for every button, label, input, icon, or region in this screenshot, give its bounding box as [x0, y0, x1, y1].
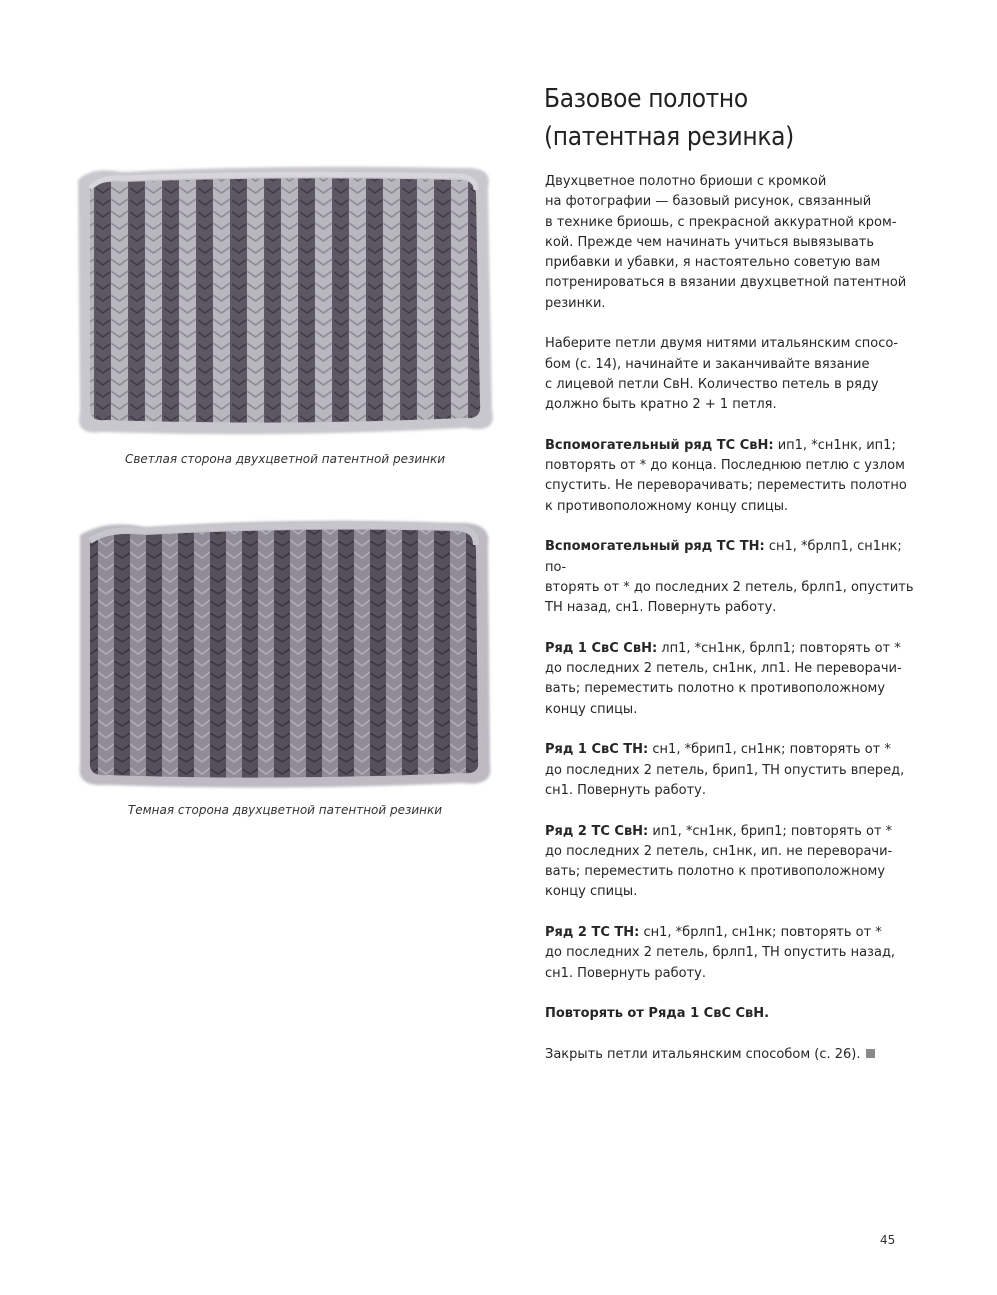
row1-svs-svn [545, 639, 917, 720]
text-line: ТН назад, сн1. Повернуть работу. [545, 600, 777, 616]
page-title [544, 80, 922, 156]
text-line: сн1, *брип1, сн1нк; повторять от * [648, 742, 891, 758]
row-label: Ряд 2 ТС СвН: [545, 823, 649, 839]
text-line: до последних 2 петель, сн1нк, лп1. Не переворачи- [545, 661, 902, 677]
dark-side-caption: Темная сторона двухцветной патентной резинки [127, 803, 443, 817]
text-line: Двухцветное полотно бриоши с кромкой [545, 174, 827, 189]
setup-row-ts-svn [545, 436, 917, 517]
text-line: вторять от * до последних 2 петель, брлп1, опустить [545, 579, 914, 595]
repeat-instruction [545, 1004, 917, 1024]
text-line: концу спицы. [545, 701, 638, 717]
page-number: 45 [880, 1233, 896, 1247]
text-line: сн1, *брлп1, сн1нк; по- [545, 539, 902, 575]
text-line: Закрыть петли итальянским способом (с. 26). [545, 1046, 861, 1062]
text-line: резинки. [545, 295, 606, 311]
text-line: в технике бриошь, с прекрасной аккуратной кром- [545, 214, 897, 230]
text-line: ип1, *сн1нк, брип1; повторять от * [648, 823, 893, 839]
text-line: с лицевой петли СвН. Количество петель в ряду [545, 376, 879, 392]
text-line: концу спицы. [545, 884, 638, 900]
text-line: вать; переместить полотно к противоположному [545, 864, 886, 880]
text-line: лп1, *сн1нк, брлп1; повторять от * [657, 640, 901, 656]
text-line: вать; переместить полотно к противоположному [545, 681, 886, 697]
text-line: бом (с. 14), начинайте и заканчивайте вязание [545, 356, 870, 372]
text-line: прибавки и убавки, я настоятельно советую вам [545, 255, 881, 271]
text-line: сн1. Повернуть работу. [545, 965, 706, 981]
row-label: Вспомогательный ряд ТС ТН: [545, 539, 765, 555]
text-line: сн1. Повернуть работу. [545, 782, 706, 798]
setup-row-ts-tn [545, 537, 917, 618]
text-line: до последних 2 петель, брип1, ТН опустить вперед, [545, 762, 905, 778]
row2-ts-svn [545, 822, 917, 903]
text-line: повторять от * до конца. Последнюю петлю с узлом [545, 458, 905, 474]
title-line-2: (патентная резинка) [544, 122, 794, 152]
light-side-caption: Светлая сторона двухцветной патентной резинки [124, 452, 446, 466]
text-line: спустить. Не переворачивать; переместить полотно [545, 478, 907, 494]
row2-ts-tn [545, 923, 917, 984]
row-label: Ряд 1 СвС СвН: [545, 640, 658, 656]
row-label: Вспомогательный ряд ТС СвН: [545, 437, 774, 453]
text-line: ип1, *сн1нк, ип1; [773, 437, 896, 453]
text-line: должно быть кратно 2 + 1 петля. [545, 397, 777, 413]
row-label: Ряд 2 ТС ТН: [545, 924, 640, 940]
end-square-icon [866, 1049, 875, 1058]
text-line: к противоположному концу спицы. [545, 498, 789, 514]
title-line-1: Базовое полотно [544, 84, 748, 114]
bind-off-paragraph [545, 1045, 917, 1065]
text-line: до последних 2 петель, сн1нк, ип. не переворачи- [545, 843, 893, 859]
text-line: сн1, *брлп1, сн1нк; повторять от * [639, 924, 882, 940]
row1-svs-tn [545, 740, 917, 801]
text-line: потренироваться в вязании двухцветной патентной [545, 275, 907, 291]
repeat-label: Повторять от Ряда 1 СвС СвН. [545, 1006, 770, 1022]
dark-side-swatch-image [66, 515, 506, 793]
cast-on-paragraph [545, 334, 917, 415]
intro-paragraph [545, 172, 917, 314]
text-line: до последних 2 петель, брлп1, ТН опустить назад, [545, 945, 896, 961]
row-label: Ряд 1 СвС ТН: [545, 742, 649, 758]
text-line: кой. Прежде чем начинать учиться вывязывать [545, 234, 875, 250]
light-side-swatch-image [62, 150, 506, 446]
instructions-body [545, 172, 917, 1085]
text-line: на фотографии — базовый рисунок, связанный [545, 194, 872, 210]
text-line: Наберите петли двумя нитями итальянским спосо- [545, 336, 899, 352]
